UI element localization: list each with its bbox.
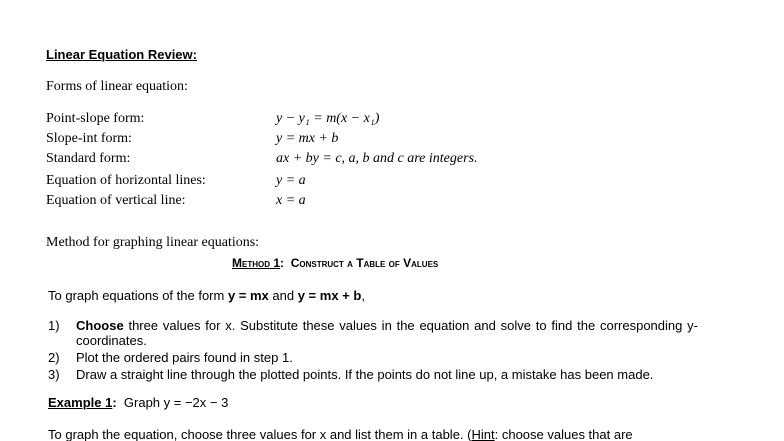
bottom-prefix: To graph the equation, choose three values for x and list them in a table. (	[48, 427, 472, 441]
steps-list	[48, 318, 698, 384]
method1-title: Construct a Table of Values	[290, 256, 439, 270]
form-label: Equation of vertical line:	[46, 193, 186, 208]
step-number: 3)	[48, 367, 60, 382]
form-row-point-slope	[46, 111, 746, 131]
list-item	[48, 350, 698, 365]
page-title: Linear Equation Review:	[46, 47, 197, 62]
intro-prefix: To graph equations of the form	[48, 288, 228, 303]
intro-middle: and	[268, 288, 298, 303]
intro-eq1: y = mx	[227, 288, 269, 303]
step-text: three values for x. Substitute these values in the equation and solve to find the corresponding y-coordinates.	[76, 318, 698, 348]
form-label: Slope-int form:	[46, 131, 132, 146]
step-bold: Choose	[76, 318, 124, 333]
forms-heading: Forms of linear equation:	[46, 79, 188, 94]
step-number: 1)	[48, 318, 60, 333]
form-label: Equation of horizontal lines:	[46, 173, 206, 188]
bottom-text	[48, 427, 633, 441]
form-formula: y = a	[276, 173, 306, 188]
form-formula: y − y₁ = m(x − x₁)	[276, 111, 380, 126]
list-item	[48, 318, 698, 348]
form-row-standard	[46, 151, 746, 171]
method-heading: Method for graphing linear equations:	[46, 235, 260, 250]
step-number: 2)	[48, 350, 60, 365]
form-formula: y = mx + b	[276, 131, 339, 146]
hint-label: Hint	[471, 427, 495, 441]
method1-colon: :	[280, 256, 285, 270]
form-row-slope-int	[46, 131, 746, 151]
method1-heading	[232, 256, 438, 270]
form-label: Standard form:	[46, 151, 131, 166]
form-row-horizontal	[46, 173, 746, 193]
intro-eq2: y = mx + b	[297, 288, 362, 303]
form-label: Point-slope form:	[46, 111, 145, 126]
form-row-vertical	[46, 193, 746, 213]
intro-suffix: ,	[361, 288, 365, 303]
step-text: Plot the ordered pairs found in step 1.	[76, 350, 293, 365]
example-line	[48, 395, 228, 410]
form-formula: x = a	[276, 193, 306, 208]
bottom-suffix: : choose values that are	[494, 427, 633, 441]
example-colon: :	[112, 395, 117, 410]
step-text: Draw a straight line through the plotted points. If the points do not line up, a mistake has been made.	[76, 367, 654, 382]
form-formula: ax + by = c, a, b and c are integers.	[276, 151, 478, 166]
method1-label: Method 1	[232, 256, 281, 270]
example-label: Example 1	[48, 395, 113, 410]
example-text: Graph y = −2x − 3	[123, 395, 229, 410]
list-item	[48, 367, 698, 382]
intro-text	[48, 288, 365, 303]
